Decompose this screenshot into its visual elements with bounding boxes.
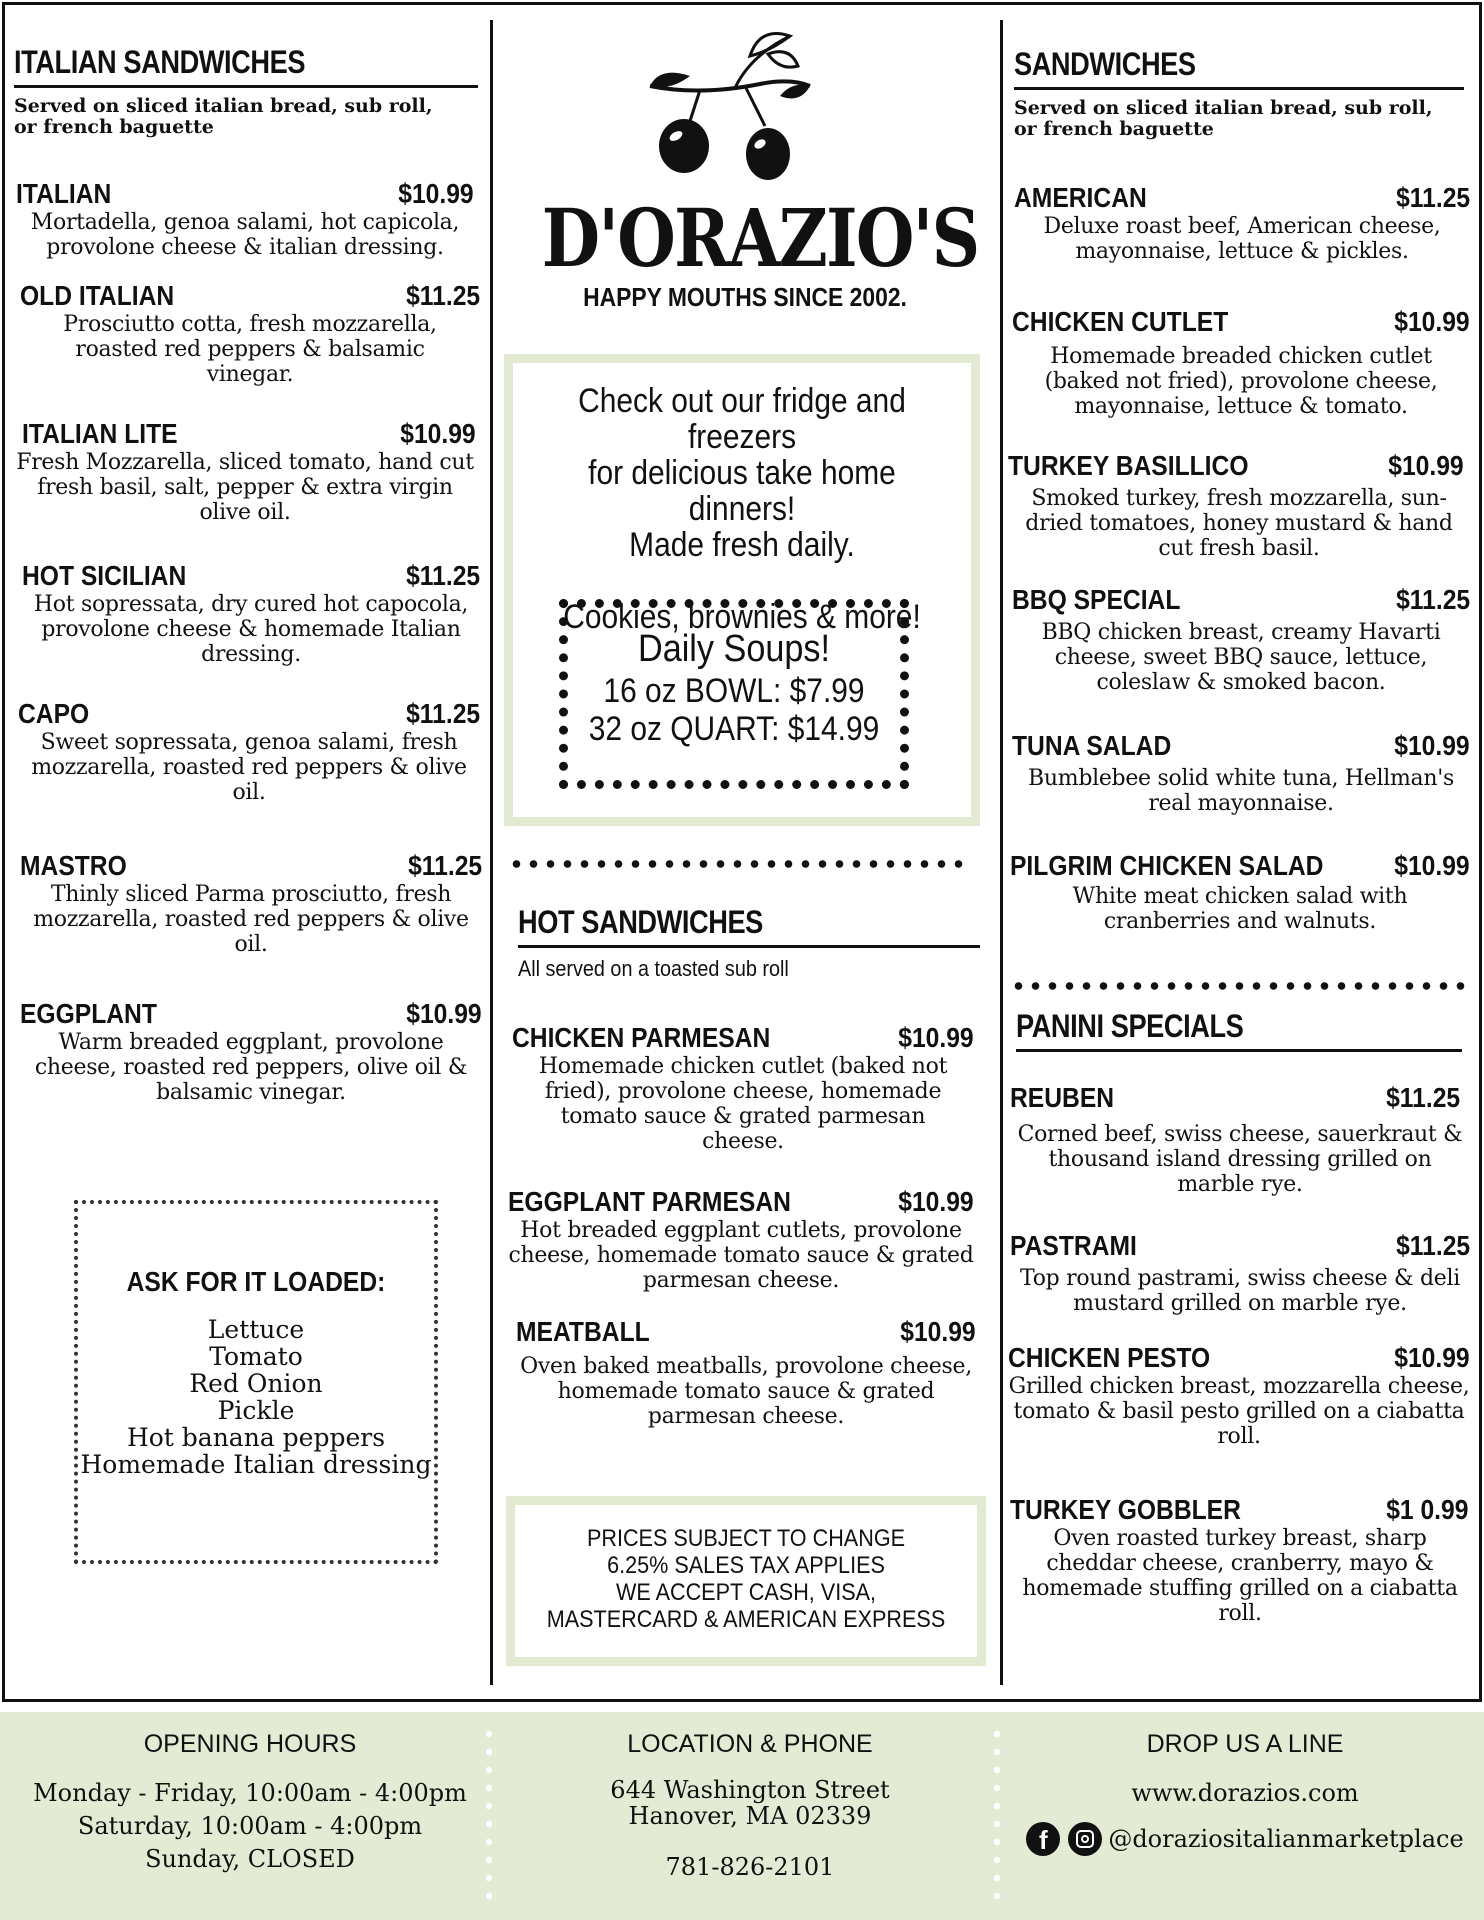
soup-box — [559, 599, 909, 789]
item-description: Hot breaded eggplant cutlets, provolone cheese, homemade tomato sauce & grated parmesan cheese. — [508, 1218, 974, 1293]
notice-line: PRICES SUBJECT TO CHANGE — [586, 1525, 906, 1552]
item-name: CHICKEN PARMESAN — [512, 1022, 771, 1053]
item-name: TUNA SALAD — [1012, 730, 1172, 761]
menu-item — [1008, 1342, 1470, 1449]
menu-item — [10, 418, 480, 525]
menu-item — [22, 560, 480, 667]
item-price: $10.99 — [1394, 306, 1470, 337]
menu-item — [18, 698, 480, 805]
promo-line: Made fresh daily. — [629, 526, 855, 564]
contact-title: DROP US A LINE — [1146, 1730, 1344, 1758]
item-price: $10.99 — [1394, 1342, 1470, 1373]
menu-item — [1014, 182, 1470, 264]
item-price: $10.99 — [400, 418, 476, 449]
item-price: $11.25 — [1395, 584, 1470, 615]
loaded-option: Pickle — [217, 1396, 295, 1425]
menu-item — [20, 280, 480, 387]
loaded-option: Lettuce — [207, 1315, 305, 1344]
phone-number[interactable]: 781-826-2101 — [665, 1853, 835, 1881]
italian-section-header — [14, 44, 478, 138]
instagram-icon[interactable] — [1068, 1822, 1102, 1856]
item-name: TURKEY BASILLICO — [1008, 450, 1249, 481]
notice-text — [538, 1525, 954, 1633]
item-name: ITALIAN — [16, 178, 112, 209]
loaded-box — [74, 1200, 438, 1564]
menu-item — [20, 998, 482, 1105]
menu-item — [1012, 730, 1470, 816]
section-title: PANINI SPECIALS — [1016, 1008, 1244, 1044]
address-city: Hanover, MA 02339 — [628, 1802, 872, 1830]
notice-line: MASTERCARD & AMERICAN EXPRESS — [546, 1606, 946, 1633]
promo-line: for delicious take home dinners! — [588, 454, 896, 528]
item-name: AMERICAN — [1014, 182, 1147, 213]
item-price: $11.25 — [1395, 182, 1470, 213]
footer-divider — [994, 1725, 1000, 1905]
item-name: PASTRAMI — [1010, 1230, 1137, 1261]
social-row — [1020, 1822, 1470, 1856]
item-price: $11.25 — [407, 850, 482, 881]
item-name: EGGPLANT PARMESAN — [508, 1186, 791, 1217]
social-handle[interactable]: @doraziositalianmarketplace — [1108, 1824, 1464, 1853]
hours-section — [20, 1730, 480, 1876]
item-name: REUBEN — [1010, 1082, 1115, 1113]
hot-section-header — [518, 904, 980, 982]
location-section — [520, 1730, 980, 1884]
item-name: CHICKEN CUTLET — [1012, 306, 1229, 337]
soup-bowl: 16 oz BOWL: $7.99 — [603, 672, 865, 710]
item-name: MASTRO — [20, 850, 127, 881]
item-price: $11.25 — [405, 280, 480, 311]
item-description: Sweet sopressata, genoa salami, fresh mozzarella, roasted red peppers & olive oil. — [31, 730, 467, 805]
section-rule — [1016, 1049, 1462, 1052]
location-title: LOCATION & PHONE — [627, 1730, 873, 1758]
hours-line: Monday - Friday, 10:00am - 4:00pm — [33, 1779, 467, 1807]
facebook-icon[interactable]: f — [1026, 1822, 1060, 1856]
footer-divider — [486, 1725, 492, 1905]
brand-name: D'ORAZIO'S — [541, 191, 979, 285]
menu-item — [1010, 1230, 1470, 1316]
menu-item — [1010, 1082, 1470, 1197]
promo-line: Cookies, brownies & more! — [563, 598, 921, 636]
section-title: SANDWICHES — [1014, 46, 1196, 82]
item-description: Top round pastrami, swiss cheese & deli mustard grilled on marble rye. — [1020, 1266, 1460, 1316]
loaded-option: Homemade Italian dressing — [80, 1450, 432, 1479]
item-description: Hot sopressata, dry cured hot capocola, provolone cheese & homemade Italian dressing. — [33, 592, 469, 667]
item-description: Smoked turkey, fresh mozzarella, sun-dried tomatoes, honey mustard & hand cut fresh basil. — [1025, 486, 1453, 561]
section-subtitle: All served on a toasted sub roll — [518, 956, 789, 981]
notice-line: WE ACCEPT CASH, VISA, — [615, 1579, 877, 1606]
sandwiches-section-header — [1014, 46, 1464, 140]
olive-logo — [640, 26, 820, 186]
item-price: $11.25 — [405, 560, 480, 591]
menu-item — [1010, 850, 1470, 934]
section-subtitle: Served on sliced italian bread, sub roll, or french baguette — [1014, 97, 1433, 140]
promo-box — [504, 354, 980, 826]
section-rule — [518, 945, 980, 948]
item-price: $11.25 — [405, 698, 480, 729]
item-price: $11.25 — [1395, 1230, 1470, 1261]
item-description: White meat chicken salad with cranberries and walnuts. — [1072, 884, 1408, 934]
section-subtitle: Served on sliced italian bread, sub roll, or french baguette — [14, 95, 433, 138]
item-price: $10.99 — [898, 1186, 974, 1217]
item-price: $10.99 — [406, 998, 482, 1029]
item-price: $1 0.99 — [1385, 1494, 1468, 1525]
item-description: Prosciutto cotta, fresh mozzarella, roasted red peppers & balsamic vinegar. — [63, 312, 437, 387]
item-price: $10.99 — [1394, 730, 1470, 761]
contact-section — [1020, 1730, 1470, 1856]
brand-header — [503, 191, 987, 313]
column-divider — [490, 20, 493, 1685]
item-price: $10.99 — [398, 178, 474, 209]
item-name: CHICKEN PESTO — [1008, 1342, 1211, 1373]
dotted-divider — [1010, 982, 1470, 990]
item-name: EGGPLANT — [20, 998, 157, 1029]
promo-text — [540, 383, 943, 635]
hours-title: OPENING HOURS — [143, 1730, 357, 1758]
item-description: Homemade breaded chicken cutlet (baked not fried), provolone cheese, mayonnaise, lettuce & tomato. — [1044, 344, 1438, 419]
item-name: BBQ SPECIAL — [1012, 584, 1181, 615]
promo-line: Check out our fridge and freezers — [578, 382, 906, 456]
item-description: Oven roasted turkey breast, sharp cheddar cheese, cranberry, mayo & homemade stuffing grilled on a ciabatta roll. — [1022, 1526, 1458, 1626]
menu-item — [1012, 306, 1470, 419]
item-description: Oven baked meatballs, provolone cheese, homemade tomato sauce & grated parmesan cheese. — [520, 1354, 972, 1429]
loaded-options — [78, 1316, 434, 1478]
item-name: PILGRIM CHICKEN SALAD — [1010, 850, 1324, 881]
item-price: $10.99 — [898, 1022, 974, 1053]
olive-branch-icon — [640, 26, 820, 186]
section-rule — [14, 85, 478, 88]
address-street: 644 Washington Street — [610, 1776, 890, 1804]
soup-quart: 32 oz QUART: $14.99 — [588, 710, 880, 748]
website-link[interactable]: www.dorazios.com — [1131, 1779, 1359, 1807]
hours-line: Sunday, CLOSED — [145, 1845, 355, 1873]
item-price: $10.99 — [900, 1316, 976, 1347]
panini-section-header — [1016, 1008, 1462, 1052]
menu-item — [1010, 1494, 1470, 1626]
item-description: Fresh Mozzarella, sliced tomato, hand cut fresh basil, salt, pepper & extra virgin olive oil. — [16, 450, 474, 525]
item-name: HOT SICILIAN — [22, 560, 187, 591]
loaded-option: Red Onion — [189, 1369, 323, 1398]
item-price: $10.99 — [1388, 450, 1464, 481]
item-price: $10.99 — [1394, 850, 1470, 881]
item-name: ITALIAN LITE — [22, 418, 178, 449]
soup-title: Daily Soups! — [637, 628, 830, 670]
item-description: Homemade chicken cutlet (baked not fried), provolone cheese, homemade tomato sauce & grated parmesan cheese. — [538, 1054, 948, 1154]
item-description: Thinly sliced Parma prosciutto, fresh mozzarella, roasted red peppers & olive oil. — [33, 882, 469, 957]
item-description: Bumblebee solid white tuna, Hellman's real mayonnaise. — [1028, 766, 1454, 816]
menu-item — [1012, 584, 1470, 695]
hours-line: Saturday, 10:00am - 4:00pm — [77, 1812, 423, 1840]
loaded-title: ASK FOR IT LOADED: — [126, 1266, 386, 1297]
loaded-option: Hot banana peppers — [126, 1423, 386, 1452]
item-name: OLD ITALIAN — [20, 280, 175, 311]
column-divider — [1000, 20, 1003, 1685]
item-name: CAPO — [18, 698, 90, 729]
item-description: Corned beef, swiss cheese, sauerkraut & thousand island dressing grilled on marble rye. — [1017, 1122, 1463, 1197]
menu-item — [516, 1316, 976, 1429]
menu-item — [20, 850, 482, 957]
notice-line: 6.25% SALES TAX APPLIES — [607, 1552, 885, 1579]
item-price: $11.25 — [1385, 1082, 1460, 1113]
section-title: HOT SANDWICHES — [518, 904, 763, 940]
notice-box — [506, 1496, 986, 1666]
item-description: Warm breaded eggplant, provolone cheese, roasted red peppers, olive oil & balsamic vinegar. — [34, 1030, 468, 1105]
menu-item — [508, 1186, 974, 1293]
item-description: BBQ chicken breast, creamy Havarti cheese, sweet BBQ sauce, lettuce, coleslaw & smoked bacon. — [1041, 620, 1441, 695]
item-description: Deluxe roast beef, American cheese, mayonnaise, lettuce & pickles. — [1043, 214, 1441, 264]
section-rule — [1014, 87, 1464, 90]
menu-item — [512, 1022, 974, 1154]
dotted-divider — [508, 860, 970, 868]
loaded-option: Tomato — [209, 1342, 303, 1371]
brand-tagline: HAPPY MOUTHS SINCE 2002. — [583, 282, 907, 312]
section-title: ITALIAN SANDWICHES — [14, 44, 306, 80]
menu-item — [1008, 450, 1470, 561]
item-name: MEATBALL — [516, 1316, 650, 1347]
item-name: TURKEY GOBBLER — [1010, 1494, 1241, 1525]
menu-item — [16, 178, 474, 260]
item-description: Grilled chicken breast, mozzarella cheese, tomato & basil pesto grilled on a ciabatta roll. — [1008, 1374, 1470, 1449]
item-description: Mortadella, genoa salami, hot capicola, provolone cheese & italian dressing. — [30, 210, 460, 260]
